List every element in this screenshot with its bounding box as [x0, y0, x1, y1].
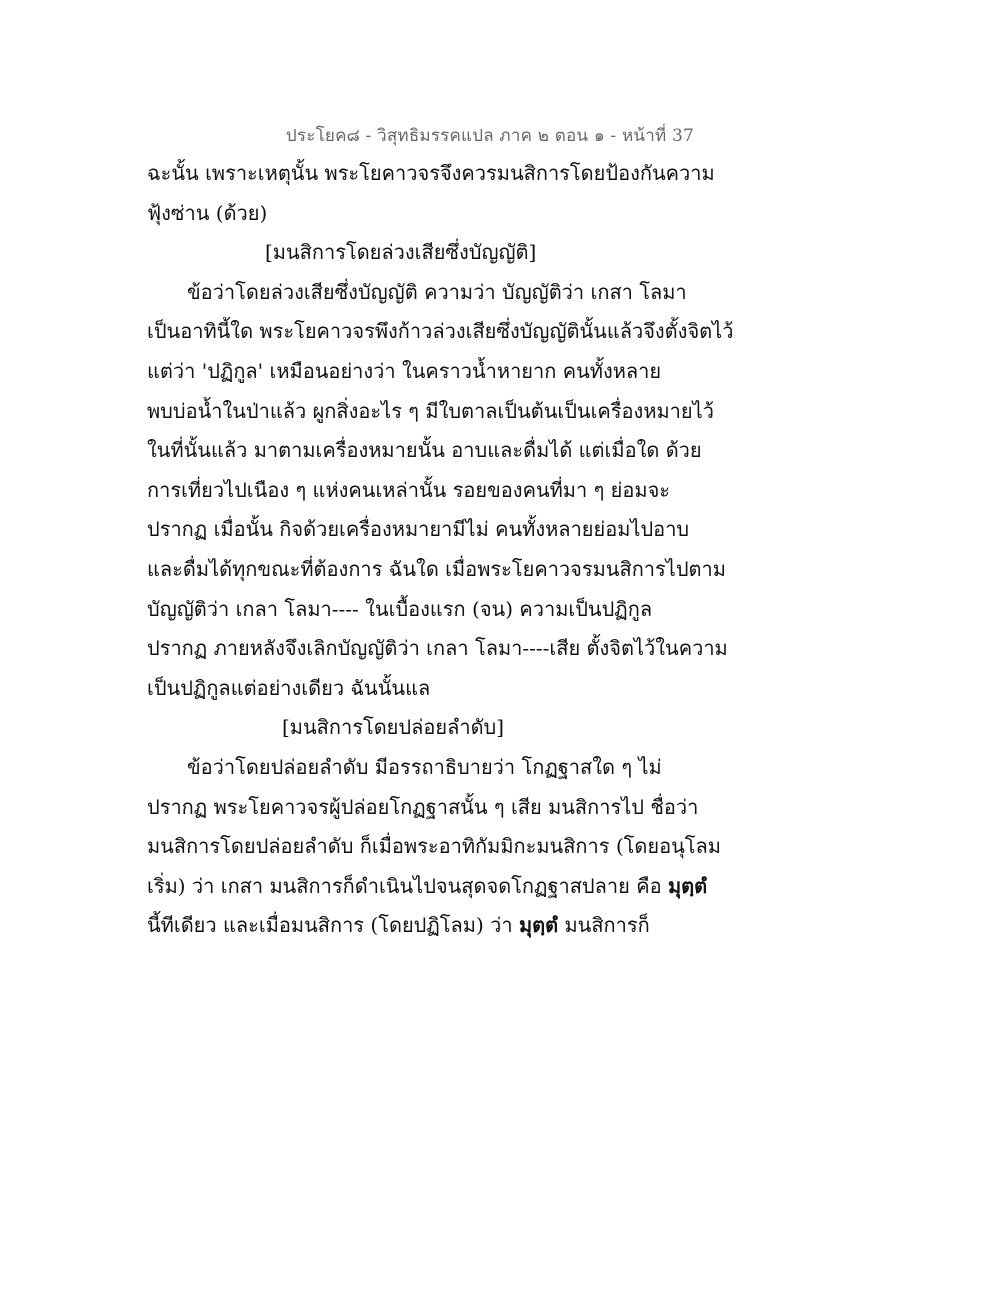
text-segment: เริ่ม) ว่า เกสา มนสิการก็ดำเนินไปจนสุดจดโกฏฐาสปลาย คือ — [147, 873, 668, 898]
body-text — [147, 154, 734, 946]
running-header: ประโยค๘ - วิสุทธิมรรคแปล ภาค ๒ ตอน ๑ - หน้าที่ 37 — [285, 126, 694, 146]
text-line: เป็นปฏิกูลแต่อย่างเดียว ฉันนั้นแล — [147, 675, 431, 700]
text-line: ฉะนั้น เพราะเหตุนั้น พระโยคาวจรจึงควรมนสิการโดยป้องกันความ — [147, 161, 715, 185]
text-line: ข้อว่าโดยปล่อยลำดับ มีอรรถาธิบายว่า โกฏฐาสใด ๆ ไม่ — [187, 754, 662, 779]
section-heading: [มนสิการโดยล่วงเสียซึ่งบัญญัติ] — [265, 240, 537, 265]
text-line: ฟุ้งซ่าน (ด้วย) — [147, 200, 268, 225]
text-segment: นี้ทีเดียว และเมื่อมนสิการ (โดยปฏิโลม) ว่า — [147, 913, 519, 938]
text-line: ปรากฏ เมื่อนั้น กิจด้วยเครื่องหมายามีไม่ คนทั้งหลายย่อมไปอาบ — [147, 517, 690, 542]
text-line: และดื่มได้ทุกขณะที่ต้องการ ฉันใด เมื่อพระโยคาวจรมนสิการไปตาม — [147, 556, 726, 581]
text-line: บัญญัติว่า เกลา โลมา---- ในเบื้องแรก (จน) ความเป็นปฏิกูล — [147, 596, 653, 621]
text-line: เป็นอาทินี้ใด พระโยคาวจรพึงก้าวล่วงเสียซึ่งบัญญัตินั้นแล้วจึงตั้งจิตไว้ — [147, 319, 734, 344]
text-line — [147, 867, 707, 907]
text-line: ข้อว่าโดยล่วงเสียซึ่งบัญญัติ ความว่า บัญญัติว่า เกสา โลมา — [187, 279, 687, 304]
text-line: มนสิการโดยปล่อยลำดับ ก็เมื่อพระอาทิกัมมิกะมนสิการ (โดยอนุโลม — [147, 834, 721, 859]
text-line: ในที่นั้นแล้ว มาตามเครื่องหมายนั้น อาบและดื่มได้ แต่เมื่อใด ด้วย — [147, 438, 702, 463]
text-line — [147, 906, 707, 946]
text-line: ปรากฏ พระโยคาวจรผู้ปล่อยโกฏฐาสนั้น ๆ เสีย มนสิการไป ชื่อว่า — [147, 794, 699, 819]
pali-term: มุตฺตํ — [667, 873, 708, 898]
text-line: ปรากฏ ภายหลังจึงเลิกบัญญัติว่า เกลา โลมา----เสีย ตั้งจิตไว้ในความ — [147, 636, 728, 661]
pali-term: มุตฺตํ — [518, 913, 559, 938]
section-heading: [มนสิการโดยปล่อยลำดับ] — [282, 715, 505, 740]
text-line: การเที่ยวไปเนือง ๆ แห่งคนเหล่านั้น รอยของคนที่มา ๆ ย่อมจะ — [147, 477, 671, 502]
text-line: พบบ่อน้ำในป่าแล้ว ผูกสิ่งอะไร ๆ มีใบตาลเป็นต้นเป็นเครื่องหมายไว้ — [147, 398, 714, 423]
text-segment: มนสิการก็ — [558, 913, 650, 938]
text-line: แต่ว่า 'ปฏิกูล' เหมือนอย่างว่า ในคราวน้ำหายาก คนทั้งหลาย — [147, 358, 662, 383]
